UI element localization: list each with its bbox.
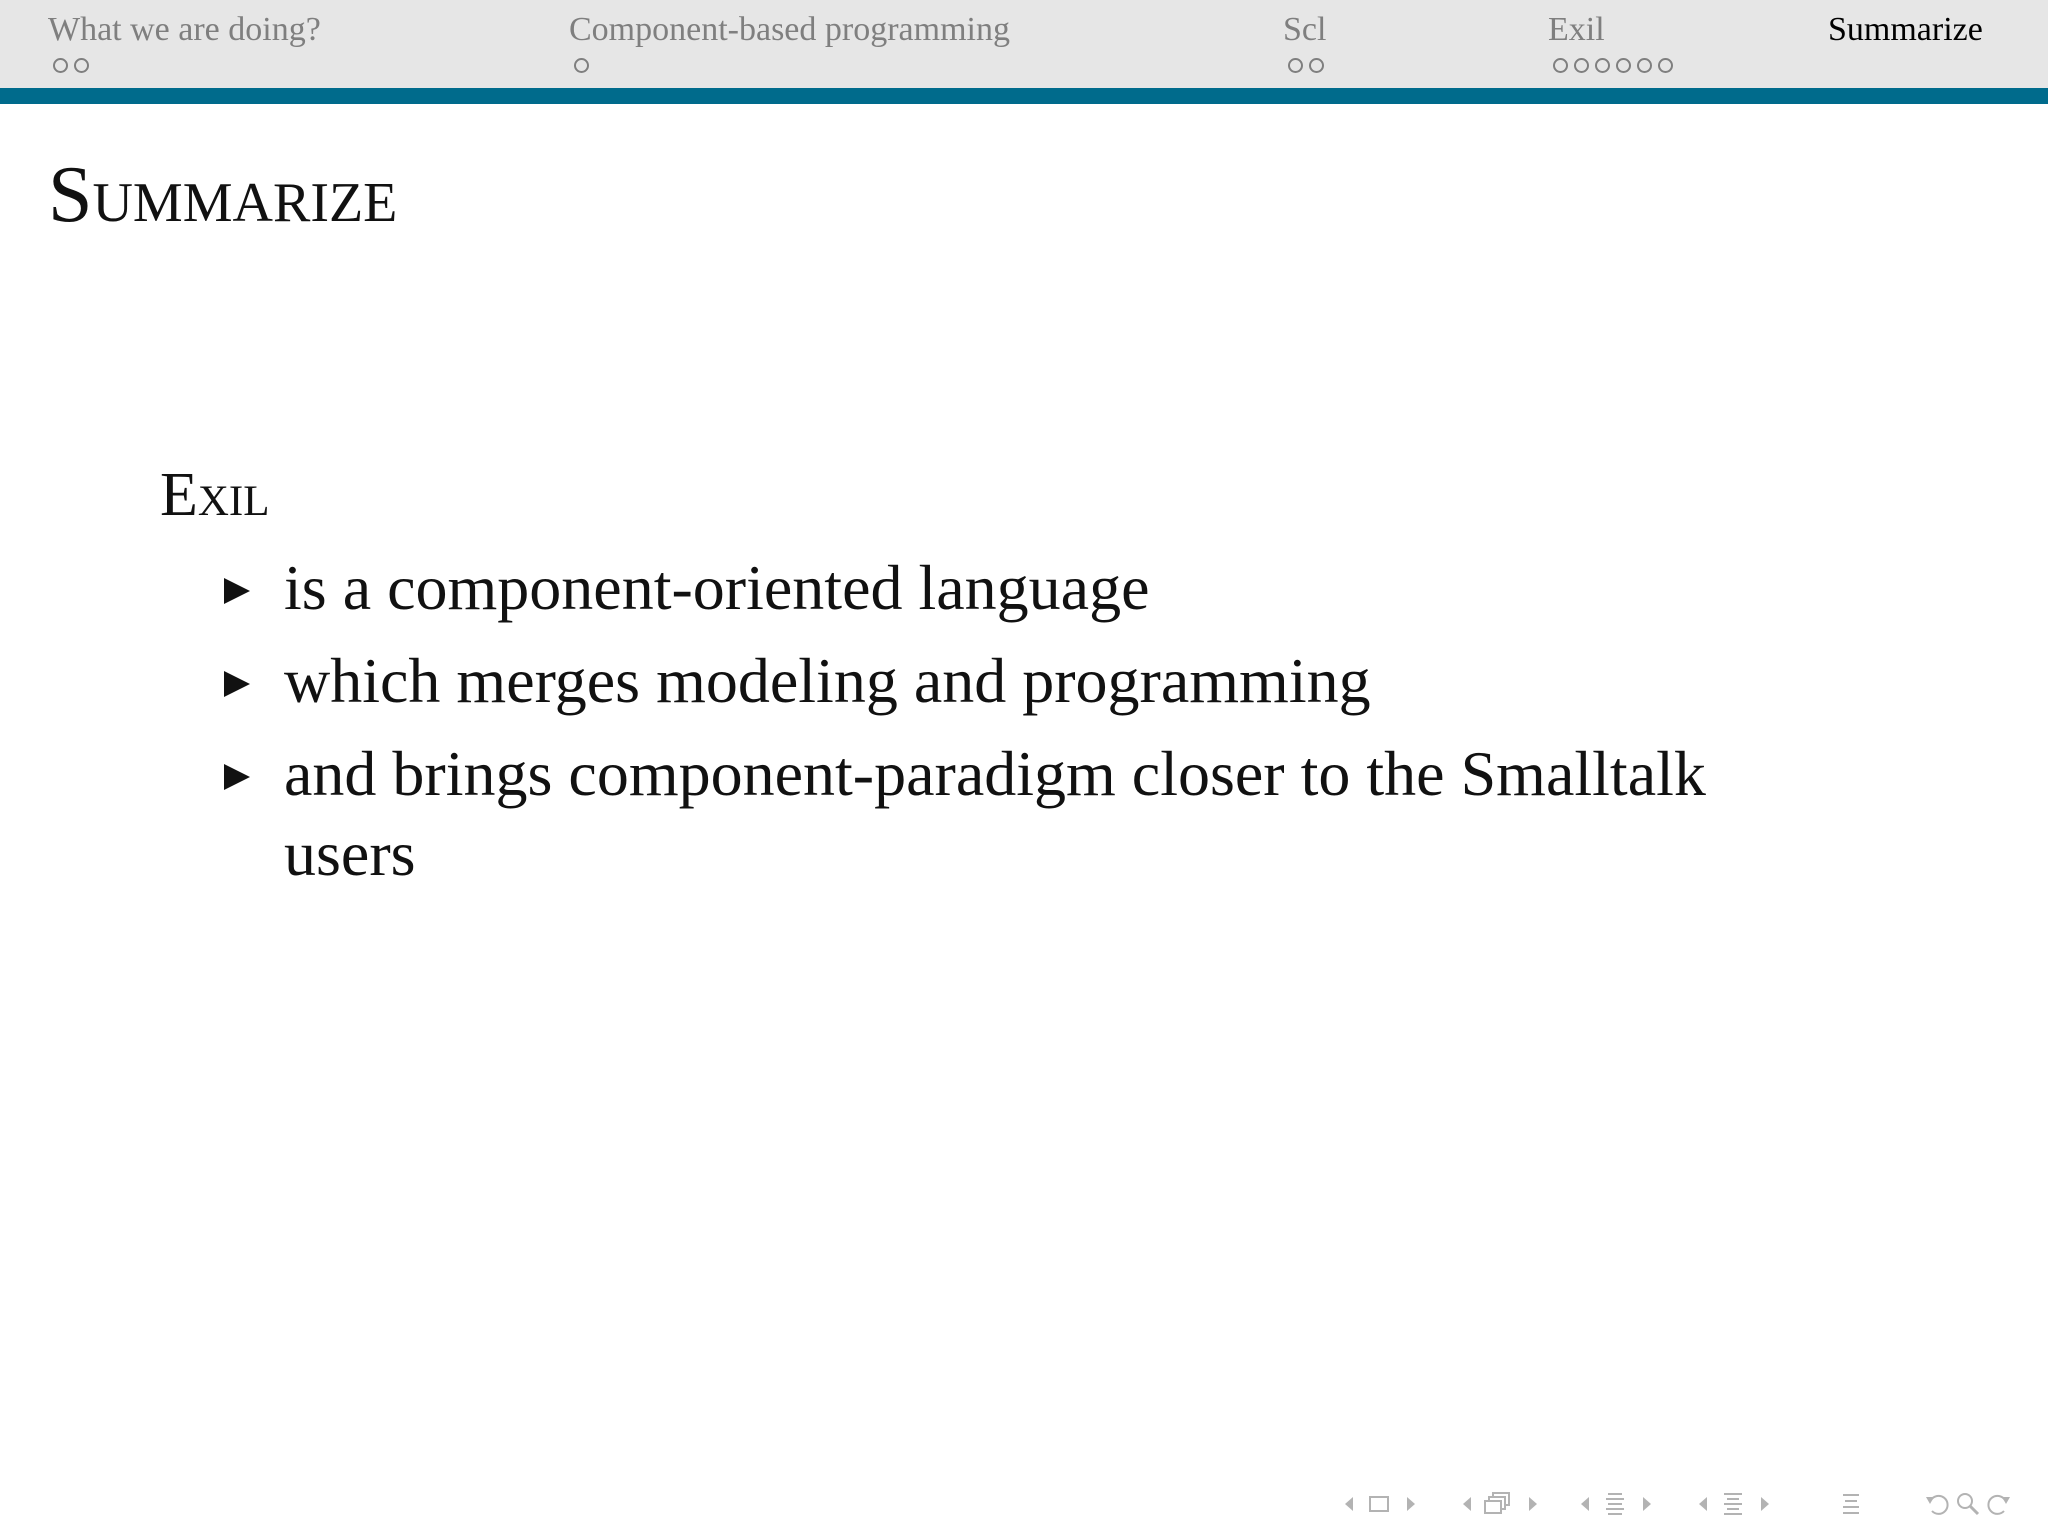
bullet-list xyxy=(210,548,1910,907)
nav-dots-component-based-programming xyxy=(574,58,595,76)
navbar-accent-rule xyxy=(0,88,2048,104)
list-item xyxy=(210,548,1910,628)
nav-slide-dot[interactable] xyxy=(574,58,589,73)
nav-dots-scl xyxy=(1288,58,1330,76)
block-title: Exil xyxy=(160,461,270,529)
navigation-bar xyxy=(0,0,2048,88)
slide-prev-icon[interactable] xyxy=(1336,1490,1362,1518)
document-icon[interactable] xyxy=(1836,1490,1866,1518)
nav-section-what-we-are-doing[interactable]: What we are doing? xyxy=(48,11,321,48)
subsection-icon[interactable] xyxy=(1600,1490,1630,1518)
nav-slide-dot[interactable] xyxy=(1553,58,1568,73)
list-item-text: which merges modeling and programming xyxy=(284,645,1371,716)
frame-title: Summarize xyxy=(48,151,398,239)
list-item-text: and brings component-paradigm closer to the Smalltalk users xyxy=(284,738,1706,889)
nav-slide-dot[interactable] xyxy=(1637,58,1652,73)
nav-slide-dot[interactable] xyxy=(1658,58,1673,73)
frame-prev-icon[interactable] xyxy=(1454,1490,1480,1518)
nav-slide-dot[interactable] xyxy=(1288,58,1303,73)
slide-next-icon[interactable] xyxy=(1398,1490,1424,1518)
section-next-icon[interactable] xyxy=(1752,1490,1778,1518)
nav-slide-dot[interactable] xyxy=(1574,58,1589,73)
nav-section-exil[interactable]: Exil xyxy=(1548,11,1605,48)
nav-slide-dot[interactable] xyxy=(1616,58,1631,73)
nav-dots-what-we-are-doing xyxy=(53,58,95,76)
nav-dots-exil xyxy=(1553,58,1679,76)
nav-section-component-based-programming[interactable]: Component-based programming xyxy=(569,11,1010,48)
frame-next-icon[interactable] xyxy=(1520,1490,1546,1518)
frame-icon[interactable] xyxy=(1482,1490,1514,1518)
list-item-text: is a component-oriented language xyxy=(284,552,1150,623)
slide-icon[interactable] xyxy=(1364,1490,1394,1518)
back-icon[interactable] xyxy=(1922,1490,1952,1518)
nav-slide-dot[interactable] xyxy=(53,58,68,73)
list-item xyxy=(210,734,1910,894)
nav-slide-dot[interactable] xyxy=(74,58,89,73)
nav-slide-dot[interactable] xyxy=(1595,58,1610,73)
section-icon[interactable] xyxy=(1718,1490,1748,1518)
navigation-symbols xyxy=(1336,1490,2026,1520)
nav-slide-dot[interactable] xyxy=(1309,58,1324,73)
nav-section-summarize[interactable]: Summarize xyxy=(1828,11,1983,48)
search-icon[interactable] xyxy=(1954,1490,1982,1518)
nav-section-scl[interactable]: Scl xyxy=(1283,11,1327,48)
triangle-bullet-icon xyxy=(224,764,250,790)
triangle-bullet-icon xyxy=(224,578,250,604)
forward-icon[interactable] xyxy=(1984,1490,2014,1518)
subsection-next-icon[interactable] xyxy=(1634,1490,1660,1518)
subsection-prev-icon[interactable] xyxy=(1572,1490,1598,1518)
section-prev-icon[interactable] xyxy=(1690,1490,1716,1518)
triangle-bullet-icon xyxy=(224,671,250,697)
list-item xyxy=(210,641,1910,721)
